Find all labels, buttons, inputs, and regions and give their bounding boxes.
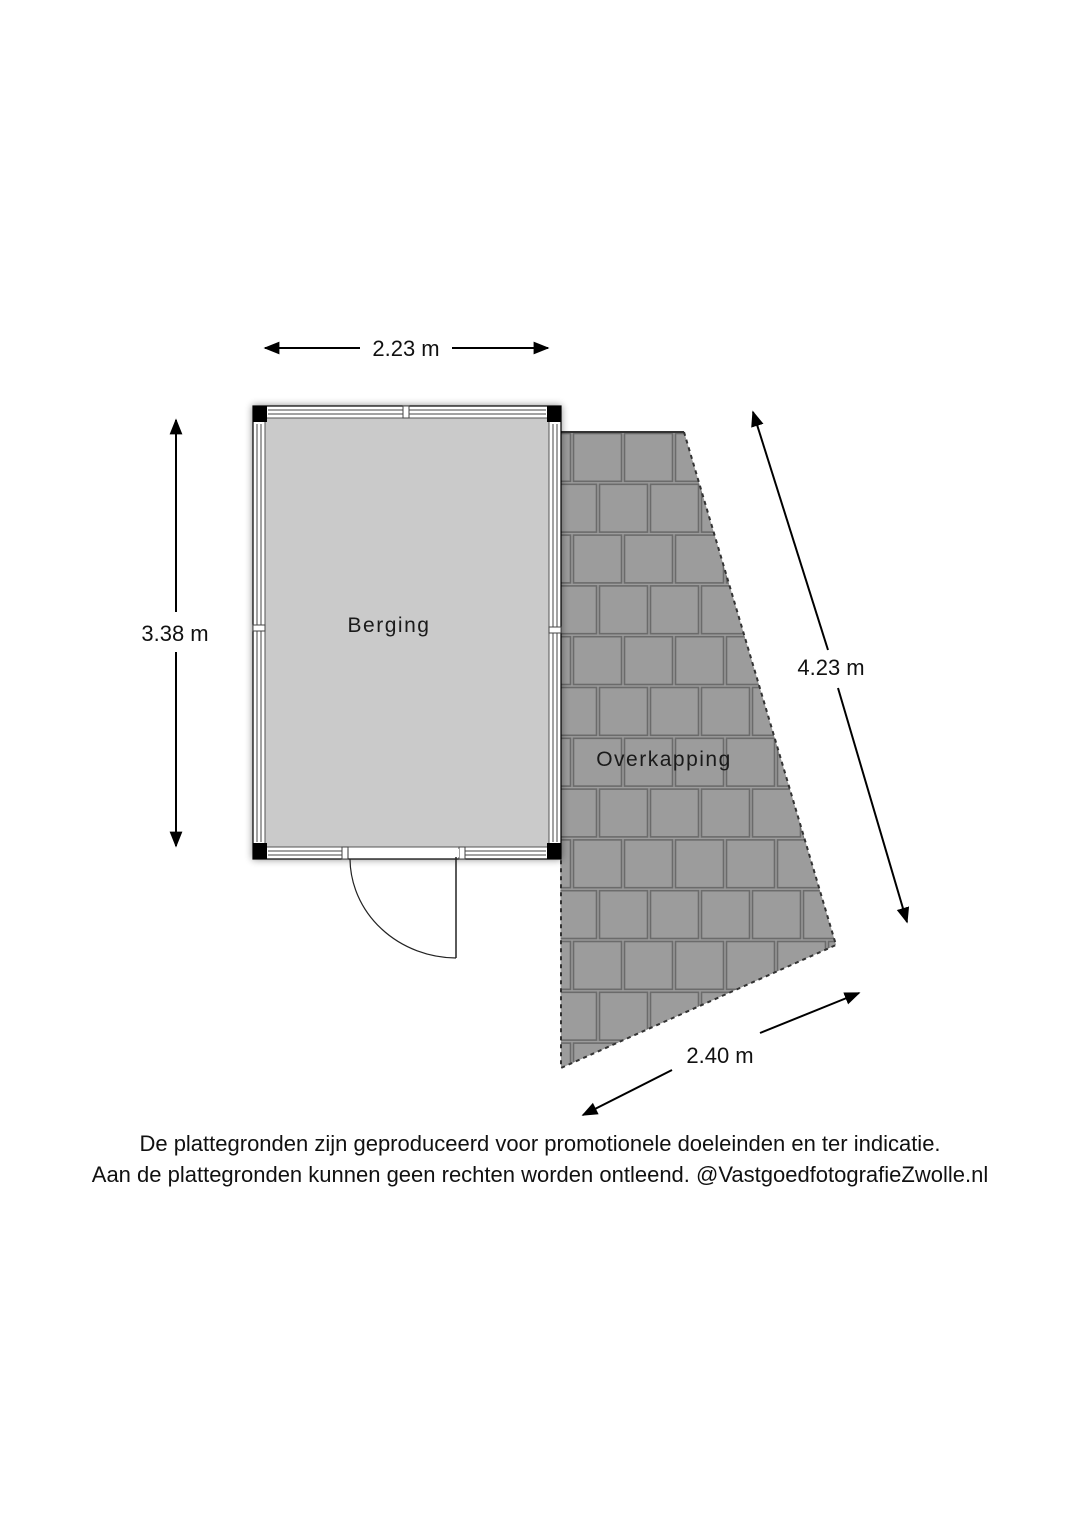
paving-tile xyxy=(600,484,648,532)
paving-tile xyxy=(625,434,673,482)
paving-tile xyxy=(829,738,877,786)
dim-bottom-line-left xyxy=(583,1070,672,1115)
paving-tile xyxy=(600,688,648,736)
paving-tile xyxy=(574,1043,622,1091)
paving-tile xyxy=(804,891,852,939)
paving-tile xyxy=(676,434,724,482)
dim-right-line-bottom xyxy=(838,688,907,922)
door-opening xyxy=(348,849,459,857)
paving-tile xyxy=(498,992,546,1040)
paving-tile xyxy=(600,586,648,634)
paving-tile xyxy=(829,840,877,888)
paving-tile xyxy=(727,738,775,786)
paving-tile xyxy=(829,535,877,583)
paving-tile xyxy=(702,789,750,837)
paving-tile xyxy=(778,840,826,888)
paving-tile xyxy=(600,992,648,1040)
paving-tile xyxy=(625,942,673,990)
paving-tile xyxy=(498,891,546,939)
disclaimer xyxy=(0,1128,1080,1190)
disclaimer-line-2: Aan de plattegronden kunnen geen rechten worden ontleend. @VastgoedfotografieZwolle.nl xyxy=(91,1162,989,1187)
paving-tile xyxy=(574,840,622,888)
dim-bottom-line-right xyxy=(760,993,859,1033)
paving-tile xyxy=(702,688,750,736)
paving-tile xyxy=(625,637,673,685)
paving-tile xyxy=(574,434,622,482)
dim-top-width-label: 2.23 m xyxy=(372,336,440,361)
paving-tile xyxy=(829,942,877,990)
paving-tile xyxy=(676,637,724,685)
paving-tile xyxy=(574,535,622,583)
paving-tile xyxy=(651,992,699,1040)
paving-tile xyxy=(829,1043,877,1091)
paving-tile xyxy=(625,535,673,583)
paving-tile xyxy=(651,789,699,837)
paving-tile xyxy=(727,840,775,888)
room-label-overkapping: Overkapping xyxy=(596,748,732,771)
paving-tile xyxy=(651,688,699,736)
paving-tile xyxy=(753,688,801,736)
room-label-berging: Berging xyxy=(347,614,431,637)
paving-tile xyxy=(727,535,775,583)
disclaimer-line-1: De plattegronden zijn geproduceerd voor promotionele doeleinden en ter indicatie. xyxy=(139,1131,941,1156)
paving-tile xyxy=(804,789,852,837)
paving-tile xyxy=(778,434,826,482)
paving-tile xyxy=(778,942,826,990)
paving-tile xyxy=(702,891,750,939)
paving-tile xyxy=(702,484,750,532)
door xyxy=(348,849,459,958)
paving-tile xyxy=(651,586,699,634)
paving-tile xyxy=(523,942,571,990)
paving-tile xyxy=(549,992,597,1040)
paving-tile xyxy=(753,992,801,1040)
paving-tile xyxy=(753,484,801,532)
paving-tile xyxy=(600,891,648,939)
paving-tile xyxy=(727,637,775,685)
paving-tile xyxy=(829,434,877,482)
paving-tile xyxy=(778,535,826,583)
paving-tile xyxy=(778,1043,826,1091)
paving-tile xyxy=(600,789,648,837)
paving-tile xyxy=(651,484,699,532)
paving-tile xyxy=(574,637,622,685)
paving-tile xyxy=(625,1043,673,1091)
paving-tile xyxy=(651,891,699,939)
paving-tile xyxy=(702,992,750,1040)
paving-tile xyxy=(753,586,801,634)
dim-right-diagonal-label: 4.23 m xyxy=(797,655,865,680)
paving-tile xyxy=(753,891,801,939)
paving-tile xyxy=(574,942,622,990)
paving-tile xyxy=(778,738,826,786)
paving-tile xyxy=(625,840,673,888)
dim-right-line-top xyxy=(753,412,828,650)
paving-tile xyxy=(676,840,724,888)
paving-tile xyxy=(727,942,775,990)
paving-tile xyxy=(676,942,724,990)
paving-tile xyxy=(753,789,801,837)
paving-tile xyxy=(804,484,852,532)
door-swing-arc xyxy=(350,859,456,958)
paving-tile xyxy=(549,891,597,939)
dim-left-height-label: 3.38 m xyxy=(141,621,209,646)
dim-bottom-diagonal-label: 2.40 m xyxy=(686,1043,754,1068)
